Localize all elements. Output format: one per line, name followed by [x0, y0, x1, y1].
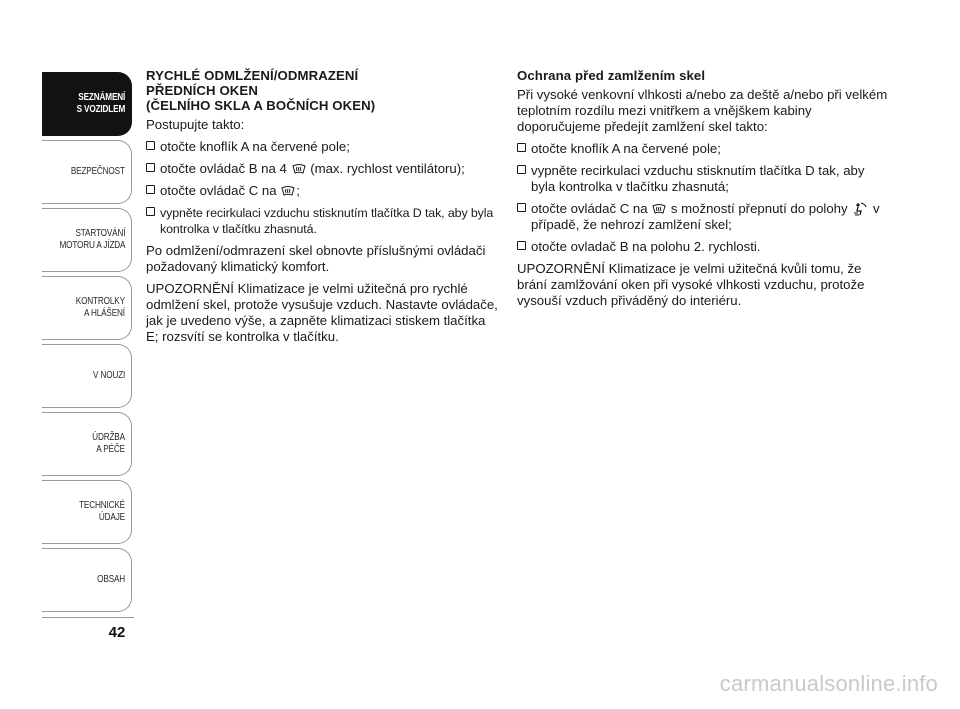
tab-technicke-udaje[interactable]	[42, 480, 132, 544]
list-item	[146, 205, 498, 237]
tab-bezpecnost[interactable]	[42, 140, 132, 204]
tab-label: STARTOVÁNÍ MOTORU A JÍZDA	[59, 228, 125, 251]
feet-windshield-icon	[852, 202, 868, 216]
checkbox-bullet-icon	[517, 203, 526, 212]
list-item-text: otočte ovladač B na polohu 2. rychlosti.	[531, 239, 761, 254]
list-item-text: vypněte recirkulaci vzduchu stisknutím tlačítka D tak, aby byla kontrolka v tlačítku zhasnutá;	[531, 163, 865, 194]
list-item-text: (max. rychlost ventilátoru);	[310, 161, 465, 176]
sidebar-divider	[42, 617, 134, 618]
checkbox-bullet-icon	[146, 185, 155, 194]
tab-label: BEZPEČNOST	[71, 166, 125, 177]
tab-label: V NOUZI	[92, 370, 125, 381]
tab-v-nouzi[interactable]	[42, 344, 132, 408]
checkbox-bullet-icon	[146, 163, 155, 172]
list-item-text: s možností přepnutí do polohy	[670, 201, 848, 216]
windshield-defrost-icon	[652, 203, 666, 216]
list-item-text: otočte knoflík A na červené pole;	[160, 139, 350, 154]
tab-label: SEZNÁMENÍ S VOZIDLEM	[76, 92, 125, 115]
list-item-text: otočte ovládač C na	[531, 201, 648, 216]
list-item-text: otočte knoflík A na červené pole;	[531, 141, 721, 156]
list-item	[517, 239, 889, 255]
checkbox-bullet-icon	[517, 143, 526, 152]
section-heading: Ochrana před zamlžením skel	[517, 68, 706, 83]
paragraph: Po odmlžení/odmrazení skel obnovte příslušnými ovládači požadovaný klimatický komfort.	[146, 243, 486, 274]
tab-label: OBSAH	[97, 574, 125, 585]
warning-paragraph: UPOZORNĚNÍ Klimatizace je velmi užitečná kvůli tomu, že brání zamlžování oken při vysoké vlhkosti vzduchu, protože vysouší vzduch přiváděný do interiéru.	[517, 261, 865, 308]
checkbox-bullet-icon	[146, 141, 155, 150]
page-number: 42	[108, 624, 126, 641]
list-item	[517, 163, 889, 195]
list-item	[517, 201, 889, 233]
list-item	[146, 139, 498, 155]
tab-obsah[interactable]	[42, 548, 132, 612]
windshield-defrost-icon	[292, 163, 306, 176]
tab-label: KONTROLKY A HLÁŠENÍ	[75, 296, 125, 319]
intro-text: Postupujte takto:	[146, 117, 245, 132]
tab-udrzba-a-pece[interactable]	[42, 412, 132, 476]
list-item-text: otočte ovládač C na	[160, 183, 277, 198]
list-item	[146, 183, 498, 199]
right-column	[517, 68, 889, 315]
left-column	[146, 68, 498, 351]
tab-label: TECHNICKÉ ÚDAJE	[79, 500, 125, 523]
tab-startovani-motoru[interactable]	[42, 208, 132, 272]
section-heading: RYCHLÉ ODMLŽENÍ/ODMRAZENÍ PŘEDNÍCH OKEN (ČELNÍHO SKLA A BOČNÍCH OKEN)	[146, 68, 376, 113]
warning-paragraph: UPOZORNĚNÍ Klimatizace je velmi užitečná pro rychlé odmlžení skel, protože vysušuje vzduch. Nastavte ovládače, jak je uvedeno výše, a zapněte klimatizaci stiskem tlačítka E; rozsvítí se kontrolka v tlačítku.	[146, 281, 498, 344]
checkbox-bullet-icon	[146, 207, 155, 216]
list-item-text: ;	[296, 183, 300, 198]
list-item-text: v případě, že nehrozí zamlžení skel;	[531, 201, 880, 232]
list-item-text: vypněte recirkulaci vzduchu stisknutím tlačítka D tak, aby byla kontrolka v tlačítku zhasnutá.	[160, 206, 494, 236]
list-item-text: otočte ovládač B na 4	[160, 161, 287, 176]
watermark: carmanualsonline.info	[719, 671, 938, 696]
tab-seznameni-s-vozidlem[interactable]	[42, 72, 132, 136]
checkbox-bullet-icon	[517, 165, 526, 174]
windshield-defrost-icon	[281, 185, 295, 198]
intro-text: Při vysoké venkovní vlhkosti a/nebo za deště a/nebo při velkém teplotním rozdílu mezi vnitřkem a vnějškem kabiny doporučujeme předejít zamlžení skel takto:	[517, 87, 888, 134]
list-item	[517, 141, 889, 157]
tab-label: ÚDRŽBA A PÉČE	[92, 432, 125, 455]
tab-kontrolky-a-hlaseni[interactable]	[42, 276, 132, 340]
checkbox-bullet-icon	[517, 241, 526, 250]
chapter-tabs	[42, 72, 134, 616]
list-item	[146, 161, 498, 177]
